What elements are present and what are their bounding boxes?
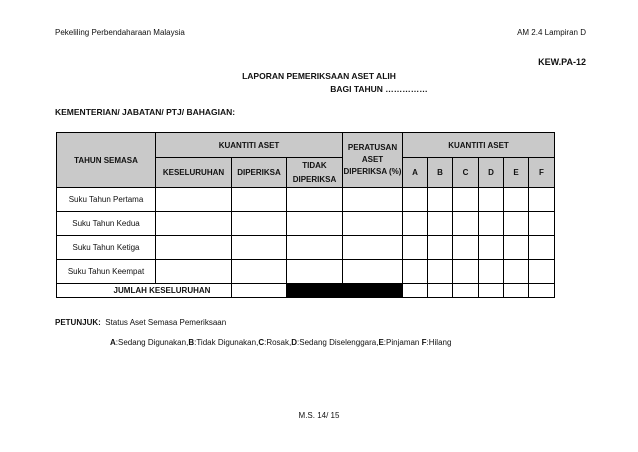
legend-text: Tidak Digunakan — [196, 338, 257, 347]
header-status-f: F — [529, 158, 555, 188]
table-row — [57, 260, 555, 284]
row-label: Suku Tahun Keempat — [57, 260, 156, 284]
report-year-line: BAGI TAHUN …………… — [330, 84, 428, 94]
status-legend: A:Sedang Digunakan,B:Tidak Digunakan,C:Rosak,D:Sedang Diselenggara,E:Pinjaman F:Hilang — [110, 338, 452, 347]
table-row — [57, 212, 555, 236]
legend-text: Sedang Digunakan — [118, 338, 187, 347]
form-code: KEW.PA-12 — [538, 57, 586, 67]
header-kuantiti-aset: KUANTITI ASET — [156, 133, 343, 158]
legend-code: C — [258, 338, 265, 347]
ministry-label: KEMENTERIAN/ JABATAN/ PTJ/ BAHAGIAN: — [55, 107, 236, 117]
header-status-c: C — [453, 158, 479, 188]
row-label: Suku Tahun Ketiga — [57, 236, 156, 260]
instructions-text: Status Aset Semasa Pemeriksaan — [105, 318, 227, 327]
header-status-b: B — [428, 158, 453, 188]
row-label: Suku Tahun Kedua — [57, 212, 156, 236]
header-tidak-diperiksa: TIDAK DIPERIKSA — [287, 158, 343, 188]
legend-code: D — [291, 338, 298, 347]
table-row — [57, 188, 555, 212]
document-header-left: Pekeliling Perbendaharaan Malaysia — [55, 28, 185, 37]
blacked-out-cell — [287, 284, 403, 298]
report-title: LAPORAN PEMERIKSAAN ASET ALIH — [242, 71, 396, 81]
table-row — [57, 236, 555, 260]
legend-text: Sedang Diselenggara — [299, 338, 377, 347]
inspection-table — [56, 132, 555, 298]
header-keseluruhan: KESELURUHAN — [156, 158, 232, 188]
legend-code: E — [378, 338, 384, 347]
instructions — [55, 318, 226, 327]
row-label: Suku Tahun Pertama — [57, 188, 156, 212]
header-peratusan: PERATUSAN ASET DIPERIKSA (%) — [343, 133, 403, 188]
total-row — [57, 284, 555, 298]
legend-text: Hilang — [428, 338, 452, 347]
document-header-right: AM 2.4 Lampiran D — [517, 28, 586, 37]
total-label: JUMLAH KESELURUHAN — [57, 284, 232, 298]
legend-code: A — [110, 338, 116, 347]
header-status-e: E — [504, 158, 529, 188]
legend-code: B — [188, 338, 195, 347]
legend-code: F — [421, 338, 427, 347]
header-diperiksa: DIPERIKSA — [232, 158, 287, 188]
header-status-d: D — [479, 158, 504, 188]
legend-text: Rosak — [266, 338, 290, 347]
instructions-label: PETUNJUK: — [55, 318, 101, 327]
legend-text: Pinjaman — [386, 338, 420, 347]
header-tahun-semasa: TAHUN SEMASA — [57, 133, 156, 188]
header-kuantiti-aset-status: KUANTITI ASET — [403, 133, 555, 158]
page-number: M.S. 14/ 15 — [298, 411, 340, 420]
header-status-a: A — [403, 158, 428, 188]
